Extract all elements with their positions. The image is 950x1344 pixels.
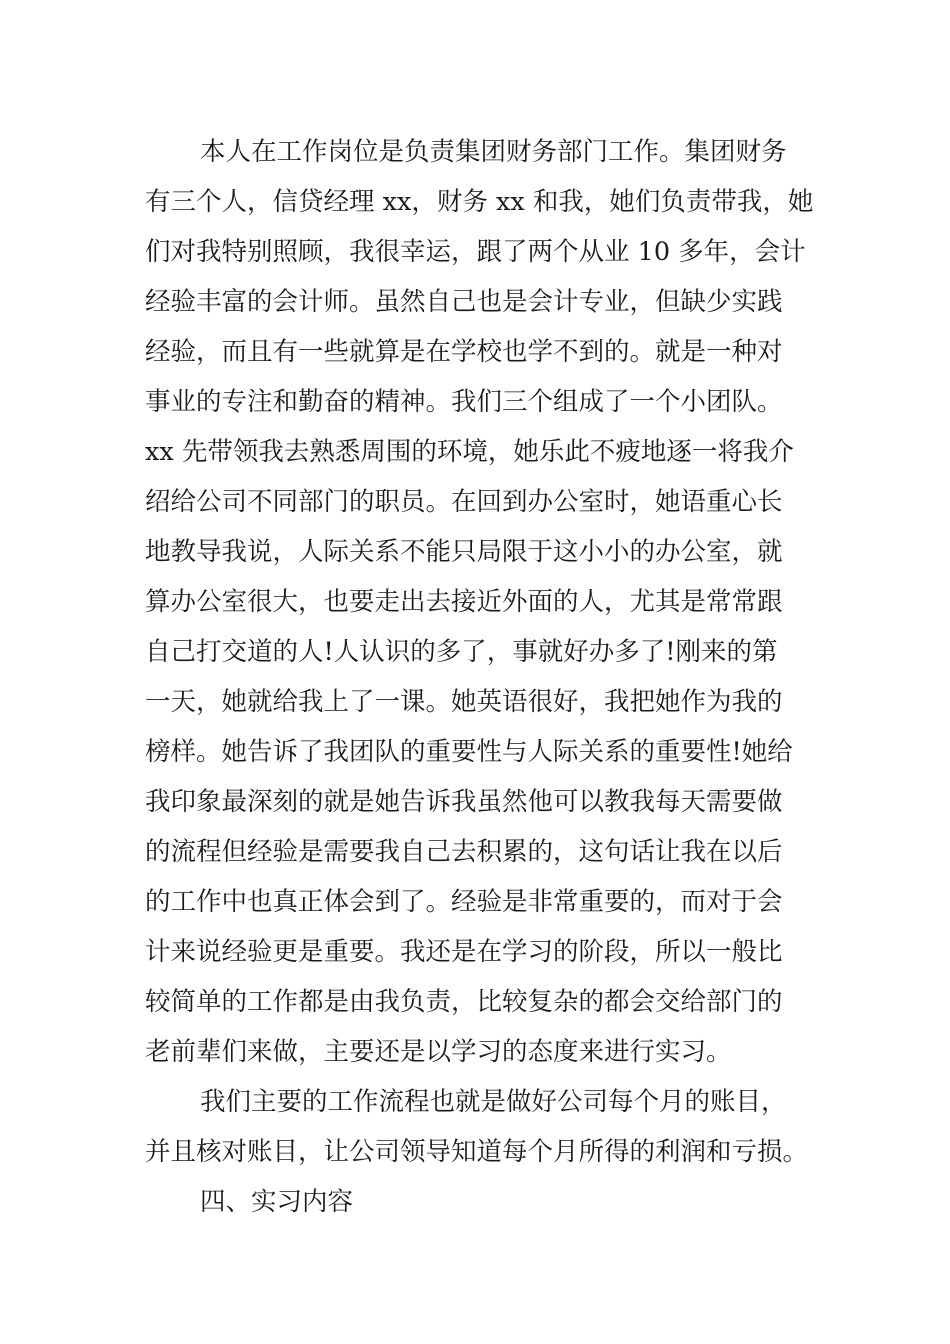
paragraph-1-line-18: 较简单的工作都是由我负责，比较复杂的都会交给部门的 (145, 987, 783, 1017)
paragraph-1-line-6: 事业的专注和勤奋的精神。我们三个组成了一个小团队。 (145, 387, 783, 417)
paragraph-1-line-13: 榜样。她告诉了我团队的重要性与人际关系的重要性!她给 (145, 737, 793, 767)
paragraph-1-line-2: 有三个人，信贷经理 xx，财务 xx 和我，她们负责带我，她 (145, 187, 814, 217)
paragraph-1-line-17: 计来说经验更是重要。我还是在学习的阶段，所以一般比 (145, 937, 783, 967)
paragraph-1-line-4: 经验丰富的会计师。虽然自己也是会计专业，但缺少实践 (145, 287, 783, 317)
paragraph-1-line-8: 绍给公司不同部门的职员。在回到办公室时，她语重心长 (145, 487, 783, 517)
section-heading: 四、实习内容 (200, 1187, 354, 1217)
paragraph-1-line-15: 的流程但经验是需要我自己去积累的，这句话让我在以后 (145, 837, 783, 867)
paragraph-1-line-11: 自己打交道的人!人认识的多了，事就好办多了!刚来的第 (145, 637, 778, 667)
paragraph-2-line-2: 并且核对账目，让公司领导知道每个月所得的利润和亏损。 (145, 1137, 809, 1167)
paragraph-1-line-16: 的工作中也真正体会到了。经验是非常重要的，而对于会 (145, 887, 783, 917)
paragraph-1-line-5: 经验，而且有一些就算是在学校也学不到的。就是一种对 (145, 337, 783, 367)
paragraph-1-line-9: 地教导我说，人际关系不能只局限于这小小的办公室，就 (145, 537, 783, 567)
paragraph-1-line-1: 本人在工作岗位是负责集团财务部门工作。集团财务 (200, 137, 787, 167)
paragraph-1-line-12: 一天，她就给我上了一课。她英语很好，我把她作为我的 (145, 687, 783, 717)
paragraph-1-line-10: 算办公室很大，也要走出去接近外面的人，尤其是常常跟 (145, 587, 783, 617)
paragraph-1-line-3: 们对我特别照顾，我很幸运，跟了两个从业 10 多年，会计 (145, 237, 806, 267)
paragraph-1-line-7: xx 先带领我去熟悉周围的环境，她乐此不疲地逐一将我介 (145, 437, 794, 467)
paragraph-2-line-1: 我们主要的工作流程也就是做好公司每个月的账目， (200, 1087, 787, 1117)
paragraph-1-line-19: 老前辈们来做，主要还是以学习的态度来进行实习。 (145, 1037, 732, 1067)
paragraph-1-line-14: 我印象最深刻的就是她告诉我虽然他可以教我每天需要做 (145, 787, 783, 817)
